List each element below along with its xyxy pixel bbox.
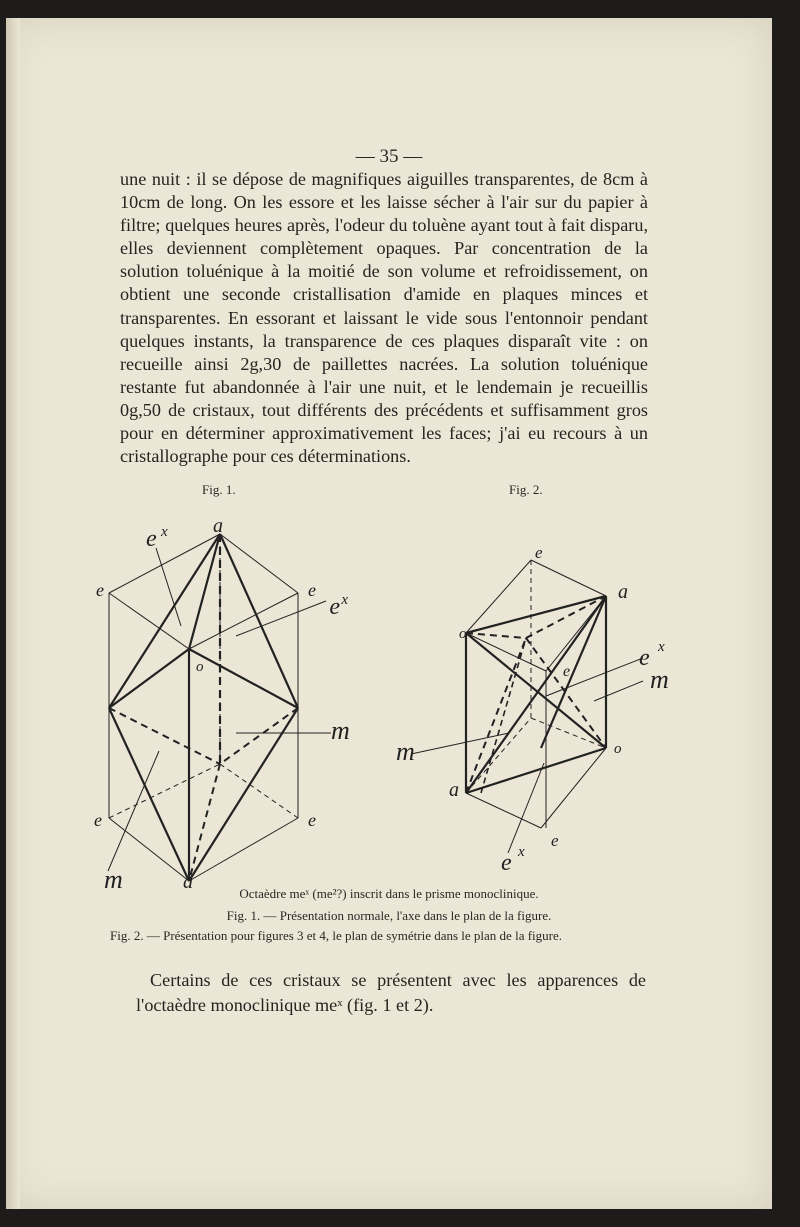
page-number: — 35 — xyxy=(355,146,423,167)
svg-text:e: e xyxy=(96,580,104,600)
svg-text:m: m xyxy=(650,665,669,694)
svg-text:m: m xyxy=(104,865,123,894)
svg-text:o: o xyxy=(196,659,204,675)
svg-text:m: m xyxy=(396,737,415,766)
svg-text:e: e xyxy=(639,645,650,671)
document-page xyxy=(6,18,772,1209)
svg-text:e: e xyxy=(308,580,316,600)
svg-text:o: o xyxy=(614,741,622,757)
svg-text:e: e xyxy=(308,810,316,830)
figure-1-diagram xyxy=(86,496,350,894)
fig2-label: Fig. 2. xyxy=(509,482,543,497)
paragraph: une nuit : il se dépose de magnifiques aiguilles transparentes, de 8cm à 10cm de long. On les essore et les laisse sécher à l'air sur du papier à filtre; quelques heures après, l'odeur du toluène ayant tout à fait disparu, elles deviennent complètement opaques. Par concentration de la solution toluénique à la moitié de son volume et refroidissement, on obtient une seconde cristallisation d'amide en plaques minces et transparentes. En essorant et laissant le vide sous l'entonnoir pendant quelques instants, la transparence de ces plaques disparaît vite : on recueille ainsi 2g,30 de paillettes nacrées. La solution toluénique restante fut abandonnée à l'air une nuit, et le lendemain je recueillis 0g,50 de cristaux, tout différents des précédents et suffisamment gros pour en déterminer approximativement les faces; j'ai eu recours à un cristallographe pour ces déterminations. xyxy=(120,169,648,467)
figure-2-diagram xyxy=(381,538,701,883)
fig1-label: Fig. 1. xyxy=(202,482,236,497)
caption-fig1: Fig. 1. — Présentation normale, l'axe dans le plan de la figure. xyxy=(226,908,552,923)
svg-text:e: e xyxy=(535,543,543,562)
svg-text:a: a xyxy=(449,779,459,801)
svg-text:e: e xyxy=(563,663,571,680)
svg-text:x: x xyxy=(518,844,525,860)
page-fold-shadow xyxy=(6,18,20,1209)
svg-text:m: m xyxy=(331,716,350,745)
svg-text:x: x xyxy=(341,592,348,608)
svg-text:a: a xyxy=(183,871,193,893)
continuation-text xyxy=(136,968,646,1018)
svg-text:e: e xyxy=(551,831,559,850)
svg-text:x: x xyxy=(161,524,168,540)
caption-fig2: Fig. 2. — Présentation pour figures 3 et 4, le plan de symétrie dans le plan de la figure. xyxy=(110,928,562,943)
svg-text:o: o xyxy=(459,626,467,642)
svg-text:e: e xyxy=(329,594,340,620)
body-text xyxy=(120,168,648,468)
svg-text:e: e xyxy=(94,810,102,830)
svg-text:a: a xyxy=(618,581,628,603)
svg-text:x: x xyxy=(658,639,665,655)
caption-main: Octaèdre meˣ (me²?) inscrit dans le prisme monoclinique. xyxy=(239,886,539,901)
svg-text:a: a xyxy=(213,515,223,537)
svg-text:e: e xyxy=(501,850,512,876)
paragraph: Certains de ces cristaux se présentent avec les apparences de l'octaèdre monoclinique meˣ (fig. 1 et 2). xyxy=(136,970,646,1015)
svg-text:e: e xyxy=(146,526,157,552)
